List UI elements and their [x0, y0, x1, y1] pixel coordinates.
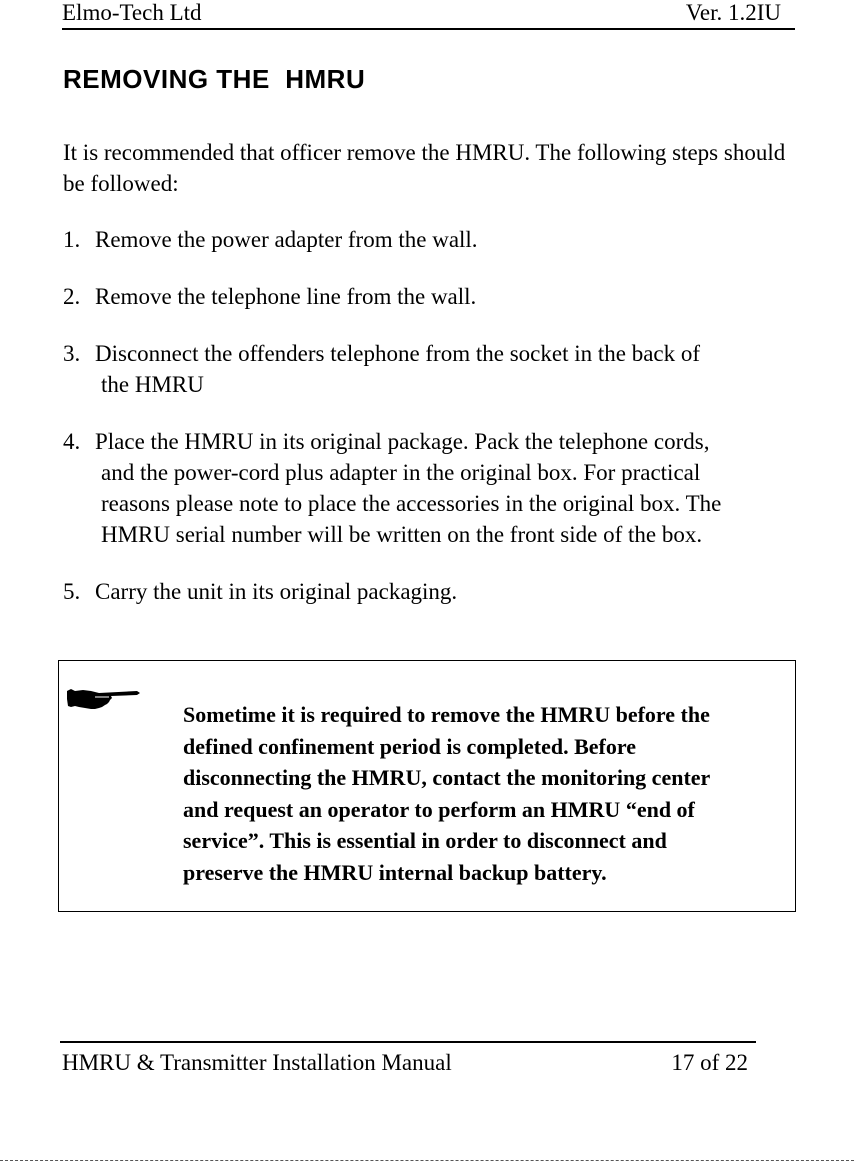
pointing-hand-icon	[65, 685, 143, 720]
company-name: Elmo-Tech Ltd	[62, 0, 202, 25]
step-line: reasons please note to place the accessories in the original box. The	[101, 491, 722, 516]
step-text	[63, 576, 798, 607]
note-text	[183, 699, 793, 888]
list-item	[63, 576, 798, 607]
note-line: and request an operator to perform an HMRU “end of	[183, 796, 695, 822]
page-number: 17 of 22	[671, 1050, 748, 1075]
list-item	[63, 426, 798, 550]
step-line: HMRU serial number will be written on the front side of the box.	[101, 522, 703, 547]
step-number: 5.	[63, 579, 81, 604]
list-item	[63, 224, 798, 255]
note-line: preserve the HMRU internal backup battery.	[183, 859, 607, 885]
list-item	[63, 281, 798, 312]
intro-paragraph: It is recommended that officer remove the HMRU. The following steps should be followed:	[63, 140, 786, 196]
note-line: disconnecting the HMRU, contact the monitoring center	[183, 765, 711, 790]
list-item	[63, 338, 798, 400]
step-line: Remove the telephone line from the wall.	[95, 284, 477, 309]
step-number: 2.	[63, 284, 81, 309]
step-line: Remove the power adapter from the wall.	[95, 227, 478, 252]
step-text	[63, 224, 798, 255]
step-line: Disconnect the offenders telephone from the socket in the back of	[95, 341, 701, 366]
note-line: defined confinement period is completed. Before	[183, 733, 636, 759]
page-footer	[60, 1041, 756, 1075]
page-header	[62, 0, 795, 30]
step-line: Place the HMRU in its original package. Pack the telephone cords,	[95, 429, 710, 454]
step-line: Carry the unit in its original packaging.	[95, 579, 458, 604]
step-line: the HMRU	[101, 372, 204, 397]
step-text	[63, 281, 798, 312]
step-number: 1.	[63, 227, 81, 252]
step-text	[63, 338, 798, 400]
note-box	[58, 660, 796, 912]
version-label: Ver. 1.2IU	[685, 0, 781, 25]
section-title: REMOVING THE HMRU	[63, 64, 366, 94]
steps-list	[63, 224, 798, 633]
step-text	[63, 426, 798, 550]
step-number: 3.	[63, 341, 81, 366]
step-line: and the power-cord plus adapter in the original box. For practical	[101, 460, 701, 485]
manual-title: HMRU & Transmitter Installation Manual	[62, 1050, 452, 1075]
step-number: 4.	[63, 429, 81, 454]
note-line: service”. This is essential in order to disconnect and	[183, 828, 667, 853]
note-line: Sometime it is required to remove the HMRU before the	[183, 702, 710, 727]
